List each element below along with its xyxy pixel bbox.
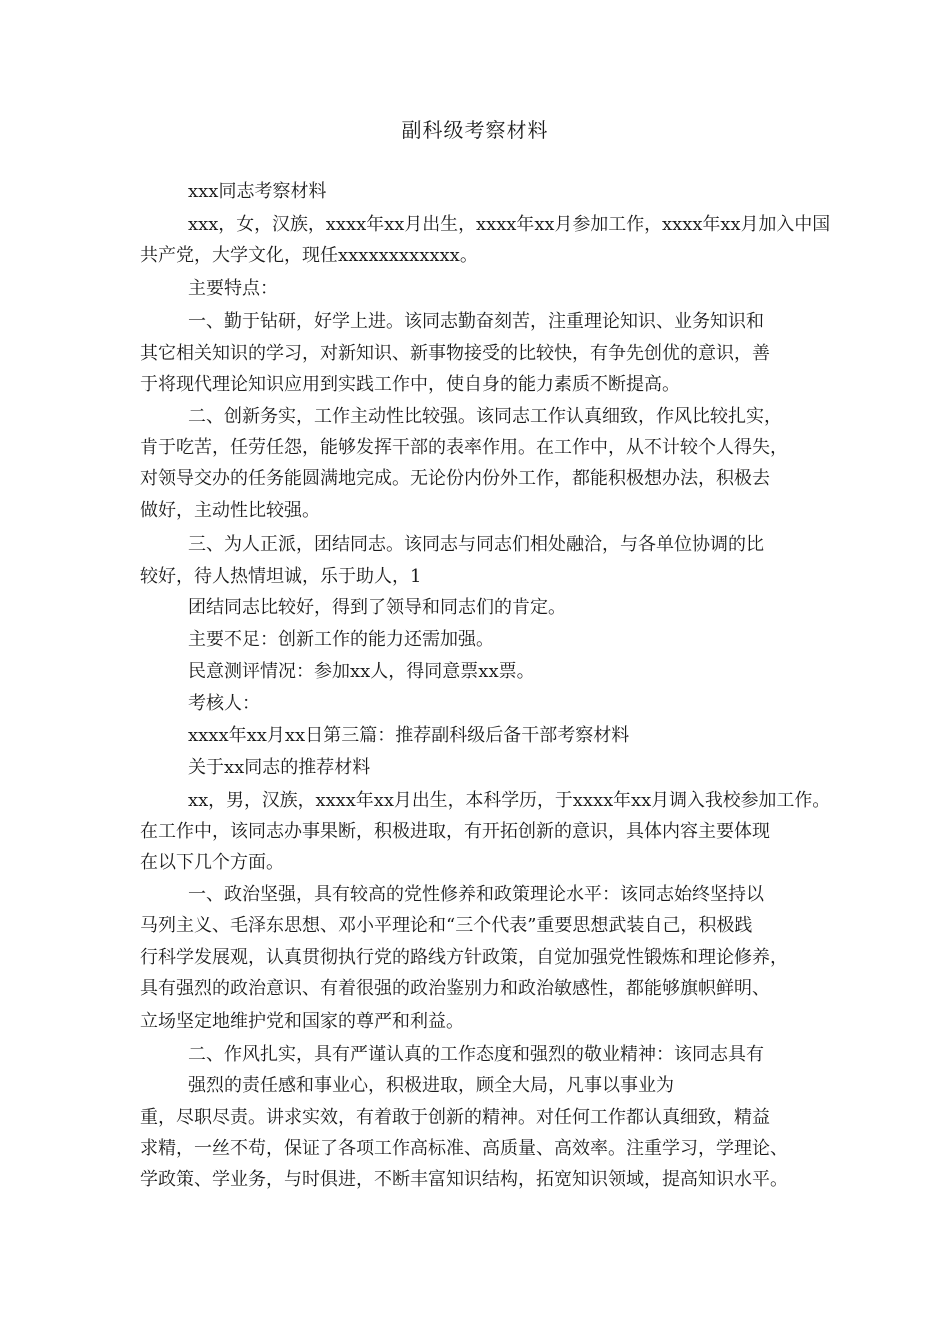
text-line: 二、作风扎实，具有严谨认真的工作态度和强烈的敬业精神：该同志具有 xyxy=(188,1044,764,1065)
text-line: 一、勤于钻研，好学上进。该同志勤奋刻苦，注重理论知识、业务知识和 xyxy=(188,311,764,332)
text-line: xx，男，汉族，xxxx年xx月出生，本科学历，于xxxx年xx月调入我校参加工作。 xyxy=(188,790,831,811)
text-line: 其它相关知识的学习，对新知识、新事物接受的比较快，有争先创优的意识，善 xyxy=(140,343,770,364)
text-line: xxxx年xx月xx日第三篇：推荐副科级后备干部考察材料 xyxy=(188,725,630,746)
text-line: 考核人： xyxy=(188,693,260,714)
text-line: 做好，主动性比较强。 xyxy=(140,500,320,521)
text-line: 肯于吃苦，任劳任怨，能够发挥干部的表率作用。在工作中，从不计较个人得失， xyxy=(140,437,788,458)
text-line: 行科学发展观，认真贯彻执行党的路线方针政策，自觉加强党性锻炼和理论修养， xyxy=(140,947,788,968)
text-line: 对领导交办的任务能圆满地完成。无论份内份外工作，都能积极想办法，积极去 xyxy=(140,468,770,489)
text-line: 学政策、学业务，与时俱进，不断丰富知识结构，拓宽知识领域，提高知识水平。 xyxy=(140,1169,788,1190)
text-line: 共产党，大学文化，现任xxxxxxxxxxxx。 xyxy=(140,245,478,266)
text-line: xxx同志考察材料 xyxy=(188,181,327,202)
text-line: 在以下几个方面。 xyxy=(140,852,284,873)
text-line: 于将现代理论知识应用到实践工作中，使自身的能力素质不断提高。 xyxy=(140,374,680,395)
text-line: 关于xx同志的推荐材料 xyxy=(188,757,371,778)
text-line: 具有强烈的政治意识、有着很强的政治鉴别力和政治敏感性，都能够旗帜鲜明、 xyxy=(140,978,770,999)
document-title: 副科级考察材料 xyxy=(401,118,549,142)
text-line: 较好，待人热情坦诚，乐于助人，1 xyxy=(140,566,422,587)
text-line: 在工作中，该同志办事果断，积极进取，有开拓创新的意识，具体内容主要体现 xyxy=(140,821,770,842)
text-line: 三、为人正派，团结同志。该同志与同志们相处融洽，与各单位协调的比 xyxy=(188,534,764,555)
text-line: xxx，女，汉族，xxxx年xx月出生，xxxx年xx月参加工作，xxxx年xx月加入中国 xyxy=(188,214,831,235)
text-line: 民意测评情况：参加xx人，得同意票xx票。 xyxy=(188,661,535,682)
text-line: 二、创新务实，工作主动性比较强。该同志工作认真细致，作风比较扎实， xyxy=(188,406,782,427)
text-line: 马列主义、毛泽东思想、邓小平理论和“三个代表”重要思想武装自己，积极践 xyxy=(140,915,753,936)
text-line: 团结同志比较好，得到了领导和同志们的肯定。 xyxy=(188,597,566,618)
text-line: 重，尽职尽责。讲求实效，有着敢于创新的精神。对任何工作都认真细致，精益 xyxy=(140,1107,770,1128)
text-line: 主要不足：创新工作的能力还需加强。 xyxy=(188,629,494,650)
text-line: 一、政治坚强，具有较高的党性修养和政策理论水平：该同志始终坚持以 xyxy=(188,884,764,905)
text-line: 求精，一丝不苟，保证了各项工作高标准、高质量、高效率。注重学习，学理论、 xyxy=(140,1138,788,1159)
text-line: 主要特点： xyxy=(188,278,278,299)
text-line: 强烈的责任感和事业心，积极进取，顾全大局，凡事以事业为 xyxy=(188,1075,674,1096)
text-line: 立场坚定地维护党和国家的尊严和利益。 xyxy=(140,1011,464,1032)
